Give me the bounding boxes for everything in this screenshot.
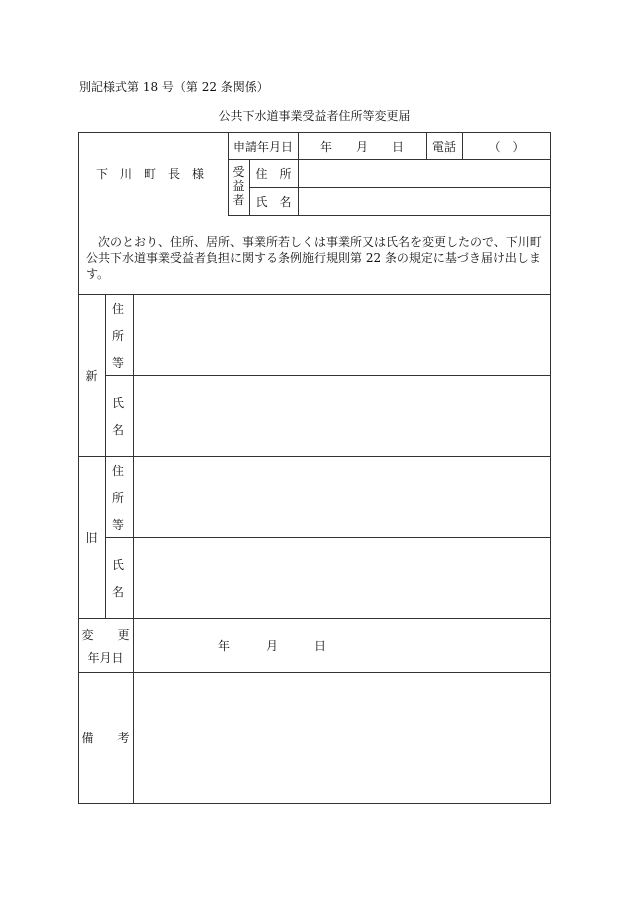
- beneficiary-char: 益: [232, 179, 245, 193]
- form-number: 別記様式第 18 号（第 22 条関係）: [79, 80, 269, 94]
- form-title: 公共下水道事業受益者住所等変更届: [218, 109, 411, 123]
- old-name-char: 氏: [112, 558, 125, 572]
- remarks-field[interactable]: [134, 673, 551, 803]
- beneficiary-name-label: 氏 名: [255, 195, 292, 209]
- old-address-char: 住: [112, 464, 125, 478]
- change-date-field[interactable]: 年 月 日: [218, 639, 327, 653]
- new-name-char: 名: [112, 423, 125, 437]
- new-name-field[interactable]: [134, 376, 551, 456]
- new-address-field[interactable]: [134, 295, 551, 375]
- beneficiary-address-field[interactable]: [299, 160, 551, 187]
- addressee: 下 川 町 長 様: [96, 167, 205, 181]
- change-date-label-line1: 変 更: [81, 628, 130, 642]
- old-label: 旧: [85, 531, 98, 545]
- statement-text: 次のとおり、住所、居所、事業所若しくは事業所又は氏名を変更したので、下川町公共下水道事業受益者負担に関する条例施行規則第 22 条の規定に基づき届け出します。: [86, 235, 542, 281]
- divider: [228, 215, 551, 216]
- beneficiary-char: 者: [232, 193, 245, 207]
- old-name-char: 名: [112, 585, 125, 599]
- application-date-field[interactable]: 年 月 日: [319, 140, 404, 154]
- new-address-char: 所: [112, 329, 125, 343]
- beneficiary-name-field[interactable]: [299, 188, 551, 215]
- old-name-field[interactable]: [134, 538, 551, 618]
- beneficiary-label: [228, 165, 249, 207]
- new-label: 新: [85, 369, 98, 383]
- phone-label: 電話: [431, 140, 456, 154]
- change-date-label-line2: 年月日: [87, 651, 124, 665]
- divider: [78, 618, 551, 619]
- beneficiary-address-label: 住 所: [255, 167, 292, 181]
- beneficiary-char: 受: [232, 165, 245, 179]
- old-address-char: 所: [112, 491, 125, 505]
- old-address-field[interactable]: [134, 457, 551, 537]
- phone-field[interactable]: （ ）: [488, 140, 525, 154]
- remarks-label: 備 考: [81, 731, 130, 745]
- new-name-char: 氏: [112, 396, 125, 410]
- application-date-label: 申請年月日: [232, 140, 293, 154]
- new-address-char: 住: [112, 302, 125, 316]
- new-address-char: 等: [112, 356, 125, 370]
- old-address-char: 等: [112, 518, 125, 532]
